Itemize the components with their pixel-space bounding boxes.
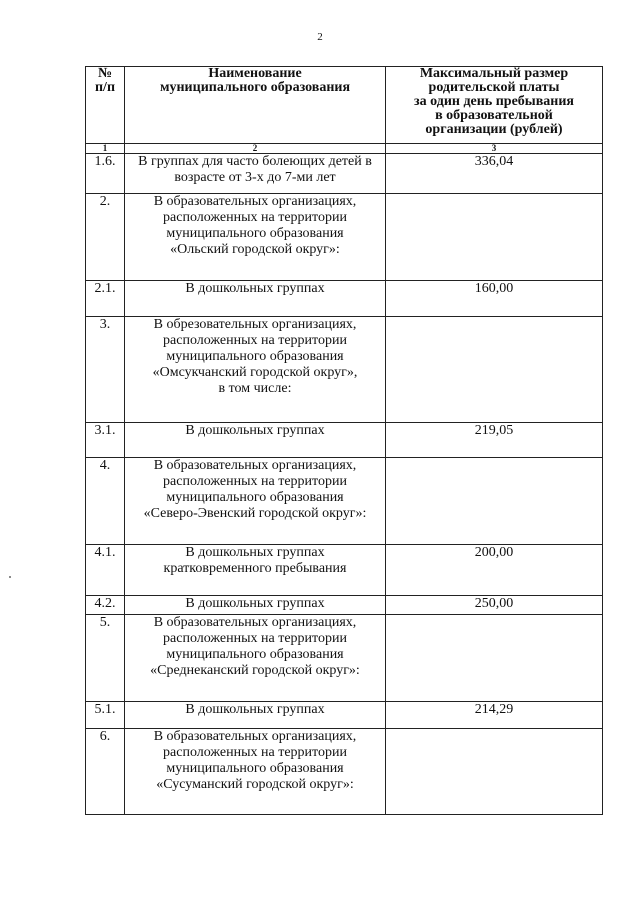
table-row [86, 317, 603, 423]
table-row [86, 596, 603, 615]
row-municipality-name: В группах для часто болеющих детей в возрасте от 3-х до 7-ми лет [125, 154, 386, 194]
row-number: 3.1. [86, 423, 125, 458]
row-number: 2.1. [86, 281, 125, 317]
row-number: 2. [86, 194, 125, 281]
row-number: 1.6. [86, 154, 125, 194]
header-municipality: Наименование муниципального образования [125, 67, 386, 144]
column-number-2: 2 [125, 144, 386, 154]
row-municipality-name: В дошкольных группах [125, 281, 386, 317]
column-number-3: 3 [386, 144, 603, 154]
row-max-fee: 250,00 [386, 596, 603, 615]
row-municipality-name: В обрезовательных организациях, расположенных на территории муниципального образования «Омсукчанский городской округ», в том числе: [125, 317, 386, 423]
row-number: 6. [86, 729, 125, 815]
row-municipality-name: В образовательных организациях, расположенных на территории муниципального образования «Ольский городской округ»: [125, 194, 386, 281]
table-row [86, 281, 603, 317]
row-municipality-name: В образовательных организациях, расположенных на территории муниципального образования «Сусуманский городской округ»: [125, 729, 386, 815]
table-row [86, 194, 603, 281]
row-number: 5.1. [86, 702, 125, 729]
row-municipality-name: В дошкольных группах кратковременного пребывания [125, 545, 386, 596]
table-row [86, 615, 603, 702]
row-number: 4.2. [86, 596, 125, 615]
column-number-1: 1 [86, 144, 125, 154]
row-max-fee [386, 317, 603, 423]
row-number: 5. [86, 615, 125, 702]
row-max-fee [386, 458, 603, 545]
row-number: 4.1. [86, 545, 125, 596]
row-max-fee: 160,00 [386, 281, 603, 317]
row-municipality-name: В образовательных организациях, расположенных на территории муниципального образования «Северо-Эвенский городской округ»: [125, 458, 386, 545]
table-row [86, 545, 603, 596]
row-number: 3. [86, 317, 125, 423]
row-max-fee: 200,00 [386, 545, 603, 596]
table-row [86, 154, 603, 194]
table-row [86, 458, 603, 545]
row-max-fee [386, 615, 603, 702]
row-max-fee: 219,05 [386, 423, 603, 458]
header-max-fee: Максимальный размер родительской платы за один день пребывания в образовательной организации (рублей) [386, 67, 603, 144]
parental-fee-table [85, 66, 603, 815]
row-max-fee [386, 729, 603, 815]
table-row [86, 702, 603, 729]
table-row [86, 423, 603, 458]
row-max-fee: 214,29 [386, 702, 603, 729]
row-max-fee [386, 194, 603, 281]
row-number: 4. [86, 458, 125, 545]
column-number-row [86, 144, 603, 154]
row-municipality-name: В дошкольных группах [125, 702, 386, 729]
row-municipality-name: В дошкольных группах [125, 423, 386, 458]
table-header-row [86, 67, 603, 144]
table-row [86, 729, 603, 815]
row-municipality-name: В дошкольных группах [125, 596, 386, 615]
row-municipality-name: В образовательных организациях, расположенных на территории муниципального образования «Среднеканский городской округ»: [125, 615, 386, 702]
page-number: 2 [317, 31, 323, 43]
row-max-fee: 336,04 [386, 154, 603, 194]
header-number: № п/п [86, 67, 125, 144]
scan-speck [9, 576, 11, 578]
